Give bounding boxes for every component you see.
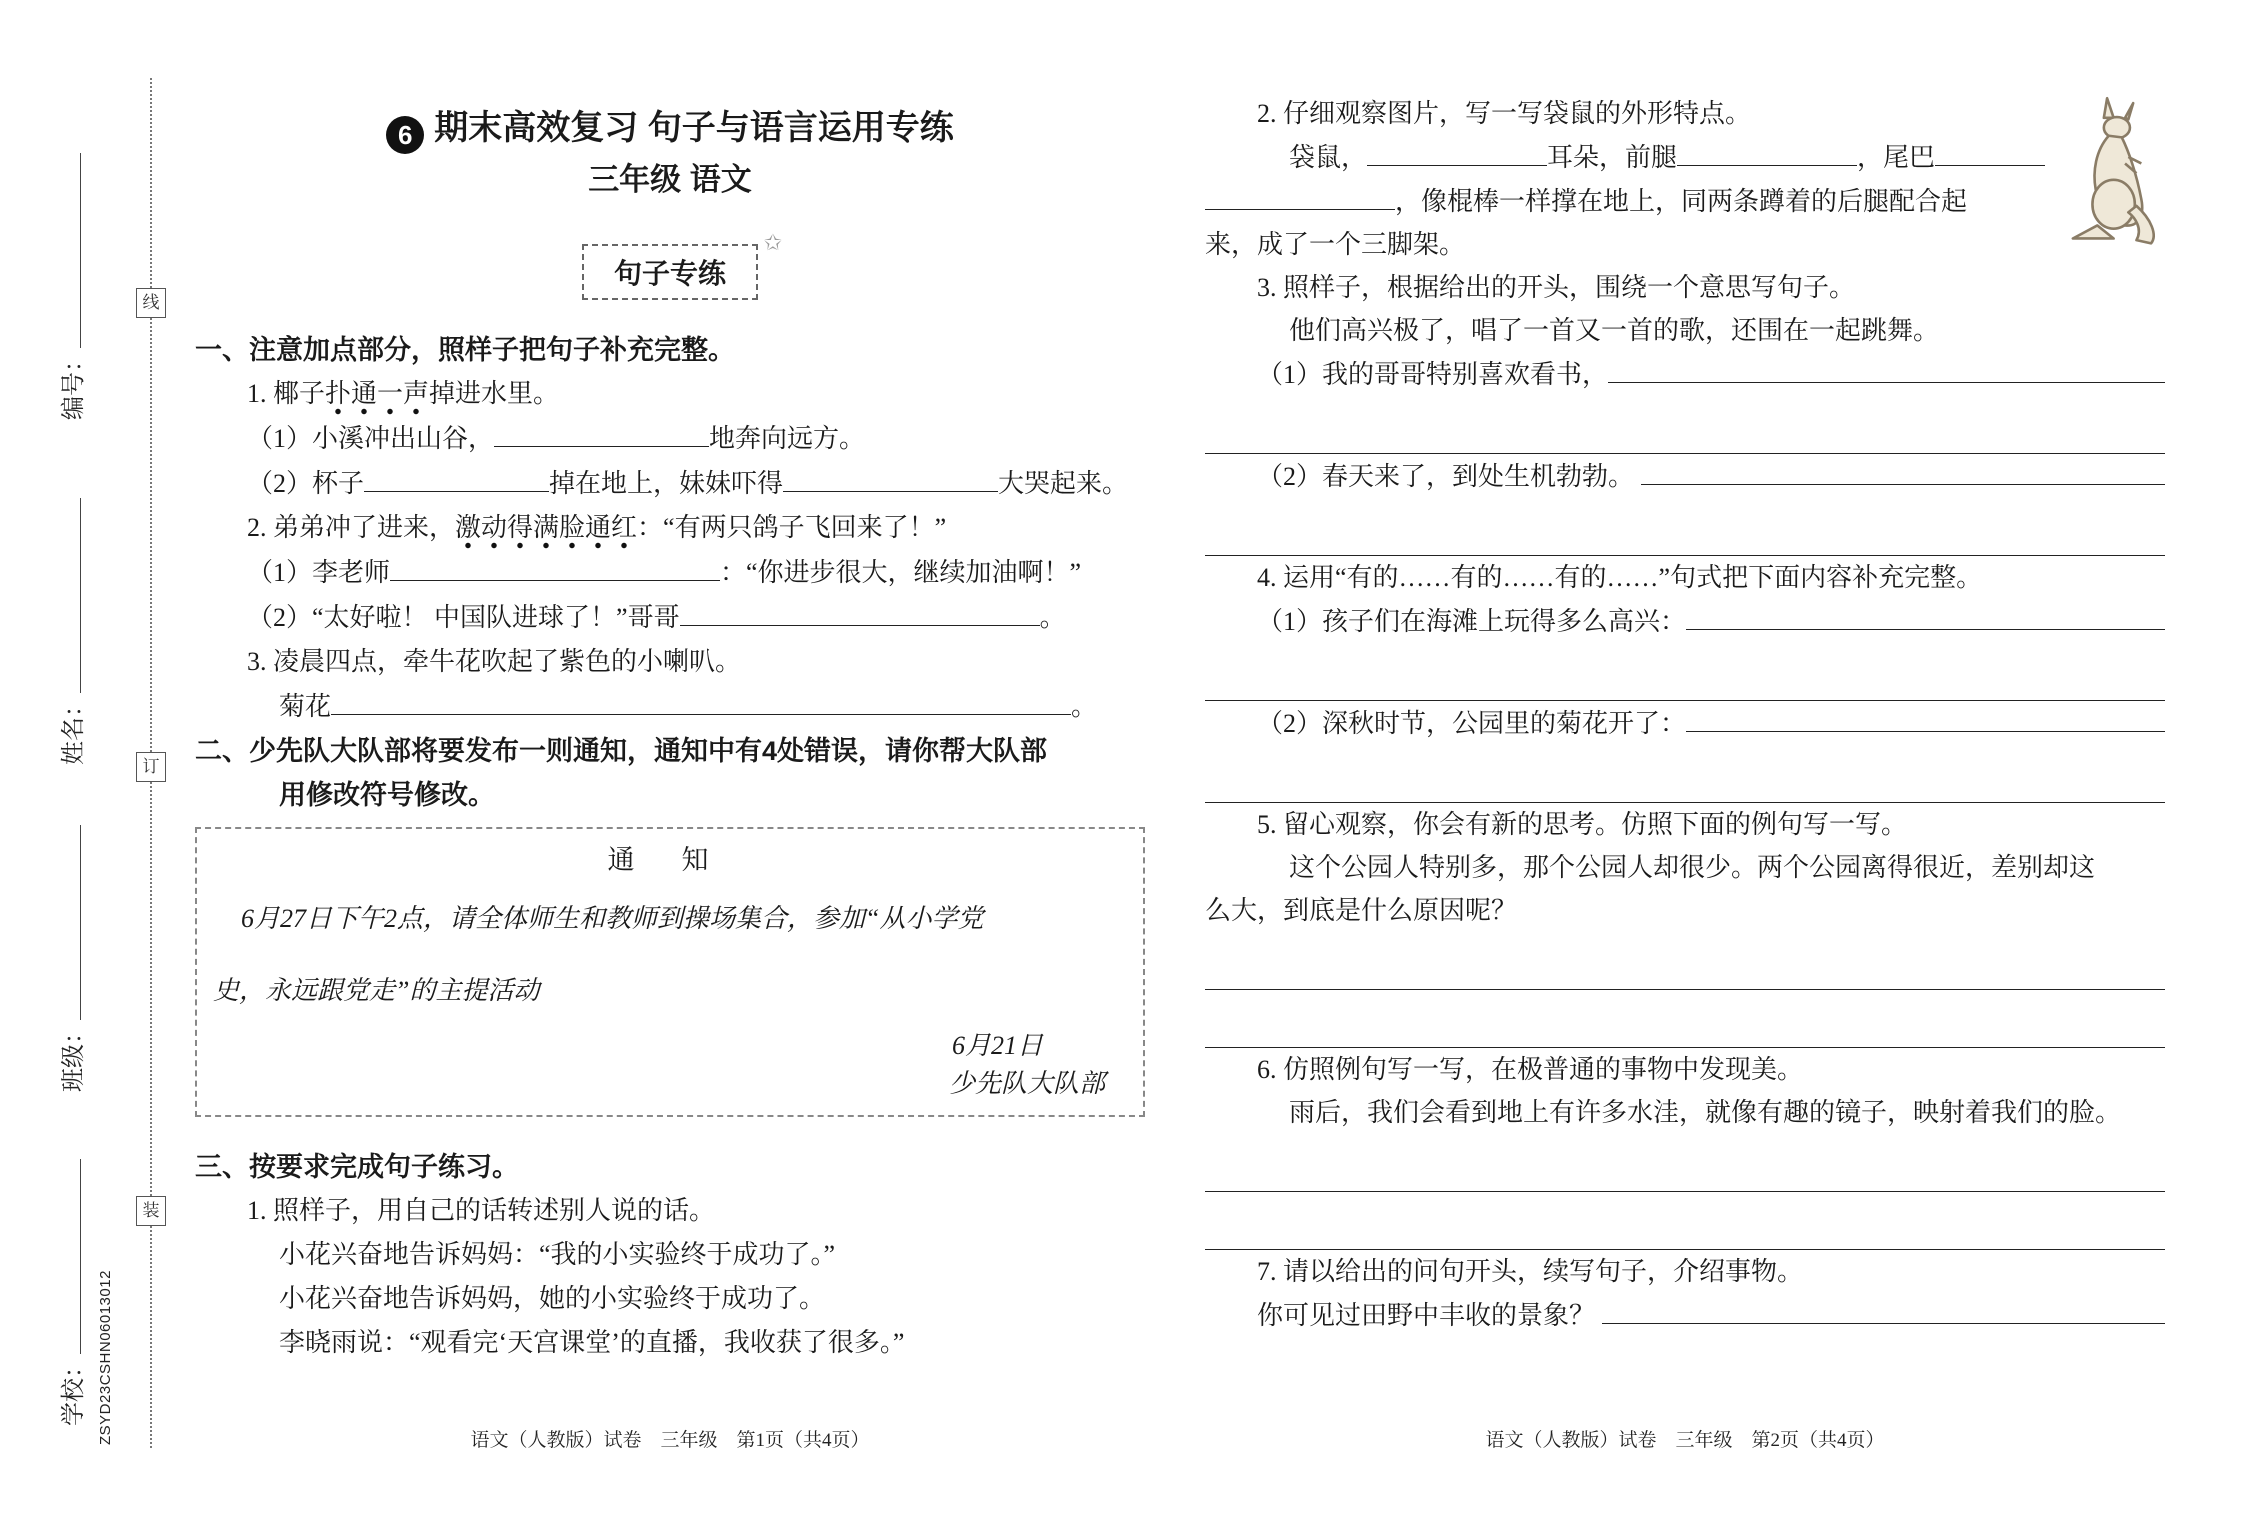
text-line — [1205, 701, 2165, 745]
kangaroo-illustration — [2057, 95, 2167, 245]
text-run: 。 — [1071, 692, 1098, 721]
text-line — [1205, 179, 2165, 223]
field-class — [54, 780, 94, 1092]
text-run: 1. 椰子 — [247, 379, 326, 408]
text-line — [195, 416, 1145, 461]
text-line — [1205, 1091, 2165, 1134]
text-run: 4. 运用“有的……有的……有的……”句式把下面内容补充完整。 — [1257, 563, 1983, 592]
notice-body — [213, 883, 1113, 1027]
text-run: （2）“太好啦！ 中国队进球了！”哥哥 — [247, 603, 680, 632]
text-run: 这个公园人特别多，那个公园人却很少。两个公园离得很近，差别却这 — [1289, 853, 2096, 882]
print-code: ZSYD23CSHN06013012 — [97, 1270, 114, 1445]
notice-date: 6月21日 — [951, 1031, 1043, 1060]
text-line — [1205, 135, 2165, 179]
text-run: （1）小溪冲出山谷， — [247, 424, 495, 453]
text-line — [195, 595, 1145, 640]
fill-in-blank — [1935, 135, 2045, 166]
field-class-blank — [80, 825, 81, 1020]
text-run: 来，成了一个三脚架。 — [1205, 230, 1466, 259]
text-run: ：“有两只鸽子飞回来了！” — [637, 513, 947, 542]
text-run: 1. 照样子，用自己的话转述别人说的话。 — [247, 1196, 716, 1225]
text-run: （1）孩子们在海滩上玩得多么高兴： — [1257, 607, 1687, 636]
text-run: 三、按要求完成句子练习。 — [195, 1152, 519, 1182]
text-line — [1205, 309, 2165, 352]
text-line — [195, 1277, 1145, 1321]
fill-in-blank — [390, 550, 720, 581]
notice-signature: 少先队大队部 — [948, 1069, 1105, 1098]
text-run: 你可见过田野中丰收的景象？ — [1257, 1301, 1602, 1330]
text-run: 袋鼠， — [1289, 143, 1368, 172]
text-line — [1205, 803, 2165, 846]
text-run: 么大，到底是什么原因呢？ — [1205, 896, 1518, 925]
title-text: 期末高效复习 句子与语言运用专练 — [434, 109, 954, 147]
fill-in-blank — [331, 684, 1071, 715]
unit-number-badge: 6 — [386, 116, 424, 154]
text-run: 一、注意加点部分，照样子把句子补充完整。 — [195, 335, 735, 365]
text-run: ，尾巴 — [1857, 143, 1936, 172]
fill-in-blank — [1608, 352, 2165, 383]
fill-in-blank — [1686, 701, 2165, 732]
section-box-wrap — [195, 230, 1145, 300]
emphasized-text: 扑通一声 — [325, 372, 429, 416]
exercise-block-2 — [195, 1145, 1145, 1365]
text-line — [1205, 556, 2165, 599]
fill-in-blank — [783, 461, 998, 492]
text-line — [195, 640, 1145, 684]
text-line — [195, 328, 1145, 372]
text-line — [195, 461, 1145, 506]
text-line — [195, 1233, 1145, 1277]
text-run: 2. 弟弟冲了进来， — [247, 513, 456, 542]
text-run: （1）我的哥哥特别喜欢看书， — [1257, 360, 1609, 389]
field-number — [54, 108, 94, 420]
field-number-blank — [80, 153, 81, 348]
fill-in-blank — [364, 461, 549, 492]
field-school — [54, 1114, 94, 1426]
star-decoration-icon: ✩ — [763, 230, 782, 255]
text-line — [195, 1145, 1145, 1189]
text-run: 7. 请以给出的问句开头，续写句子，介绍事物。 — [1257, 1257, 1804, 1286]
answer-line — [1205, 1192, 2165, 1250]
field-number-label: 编号： — [61, 348, 87, 420]
field-name-blank — [80, 498, 81, 693]
text-line — [1205, 599, 2165, 643]
text-line — [1205, 223, 2165, 266]
field-name — [54, 453, 94, 765]
text-run: ：“你进步很大，继续加油啊！” — [720, 558, 1082, 587]
text-run: 耳朵，前腿 — [1547, 143, 1678, 172]
answer-line — [1205, 643, 2165, 701]
text-run: 6. 仿照例句写一写，在极普通的事物中发现美。 — [1257, 1055, 1804, 1084]
text-run: 掉在地上，妹妹吓得 — [549, 469, 784, 498]
fill-in-blank — [1205, 179, 1395, 210]
text-run: ，像棍棒一样撑在地上，同两条蹲着的后腿配合起 — [1395, 187, 1968, 216]
text-run: 大哭起来。 — [998, 469, 1129, 498]
text-run: 3. 照样子，根据给出的开头，围绕一个意思写句子。 — [1257, 273, 1856, 302]
fill-in-blank — [1677, 135, 1857, 166]
text-run: 掉进水里。 — [429, 379, 560, 408]
notice-box — [195, 827, 1145, 1117]
fill-in-blank — [494, 416, 709, 447]
answer-line — [1205, 990, 2165, 1048]
text-line — [1205, 92, 2165, 135]
answer-line — [1205, 745, 2165, 803]
text-line — [1205, 846, 2165, 889]
text-line — [195, 684, 1145, 729]
text-run: 地奔向远方。 — [709, 424, 866, 453]
text-run: （2）春天来了，到处生机勃勃。 — [1257, 462, 1641, 491]
text-run: 李晓雨说：“观看完‘天宫课堂’的直播，我收获了很多。” — [279, 1328, 905, 1357]
text-line — [195, 372, 1145, 416]
field-school-label: 学校： — [61, 1354, 87, 1426]
text-run: 菊花 — [279, 692, 332, 721]
fill-in-blank — [1367, 135, 1547, 166]
answer-line — [1205, 1134, 2165, 1192]
text-run: 用修改符号修改。 — [279, 780, 495, 810]
notice-body-line: 6月27日下午2点，请全体师生和教师到操场集合，参加“从小学党 — [241, 904, 984, 933]
section-label-box — [582, 230, 782, 300]
page1-footer: 语文（人教版）试卷 三年级 第1页（共4页） — [470, 1430, 870, 1451]
text-line — [195, 550, 1145, 595]
text-run: （1）李老师 — [247, 558, 391, 587]
binding-mark-staple: 订 — [136, 752, 166, 782]
text-line — [195, 773, 1145, 817]
text-run: 他们高兴极了，唱了一首又一首的歌，还围在一起跳舞。 — [1289, 316, 1940, 345]
text-run: 小花兴奋地告诉妈妈：“我的小实验终于成功了。” — [279, 1240, 836, 1269]
field-school-blank — [80, 1159, 81, 1354]
text-line — [1205, 1293, 2165, 1337]
fill-in-blank — [1602, 1293, 2165, 1324]
text-run: 二、少先队大队部将要发布一则通知，通知中有4处错误，请你帮大队部 — [195, 736, 1048, 766]
text-line — [1205, 1048, 2165, 1091]
field-class-label: 班级： — [61, 1020, 87, 1092]
binding-mark-line: 线 — [136, 288, 166, 318]
text-line — [195, 1321, 1145, 1365]
text-run: （2）深秋时节，公园里的菊花开了： — [1257, 709, 1687, 738]
page-2 — [1205, 0, 2165, 1535]
text-line — [1205, 889, 2165, 932]
text-run: 。 — [1039, 603, 1066, 632]
page-1 — [195, 0, 1145, 1535]
subtitle: 三年级 语文 — [588, 162, 752, 197]
text-line — [1205, 266, 2165, 309]
answer-line — [1205, 498, 2165, 556]
answer-line — [1205, 932, 2165, 990]
text-line — [195, 729, 1145, 773]
text-line — [195, 506, 1145, 550]
exercise-block-3 — [1205, 92, 2165, 1337]
fill-in-blank — [680, 595, 1040, 626]
binding-mark-bind: 装 — [136, 1196, 166, 1226]
text-run: 5. 留心观察，你会有新的思考。仿照下面的例句写一写。 — [1257, 810, 1908, 839]
field-name-label: 姓名： — [61, 693, 87, 765]
text-line — [1205, 454, 2165, 498]
text-run: 雨后，我们会看到地上有许多水洼，就像有趣的镜子，映射着我们的脸。 — [1289, 1098, 2122, 1127]
fill-in-blank — [1641, 454, 2165, 485]
text-run: 3. 凌晨四点，牵牛花吹起了紫色的小喇叭。 — [247, 647, 742, 676]
text-run: 2. 仔细观察图片，写一写袋鼠的外形特点。 — [1257, 99, 1752, 128]
text-line — [1205, 1250, 2165, 1293]
text-line — [1205, 352, 2165, 396]
notice-body-line: 史，永远跟党走”的主提活动 — [213, 976, 540, 1005]
answer-line — [1205, 396, 2165, 454]
page-title — [195, 100, 1145, 156]
fill-in-blank — [1686, 599, 2165, 630]
emphasized-text: 激动得满脸通红 — [455, 506, 637, 550]
exercise-block-1 — [195, 328, 1145, 817]
text-line — [195, 1189, 1145, 1233]
text-run: （2）杯子 — [247, 469, 365, 498]
text-run: 小花兴奋地告诉妈妈，她的小实验终于成功了。 — [279, 1284, 826, 1313]
page2-footer: 语文（人教版）试卷 三年级 第2页（共4页） — [1485, 1430, 1885, 1451]
section-label: 句子专练 — [613, 258, 726, 289]
notice-title: 通 知 — [607, 845, 719, 875]
